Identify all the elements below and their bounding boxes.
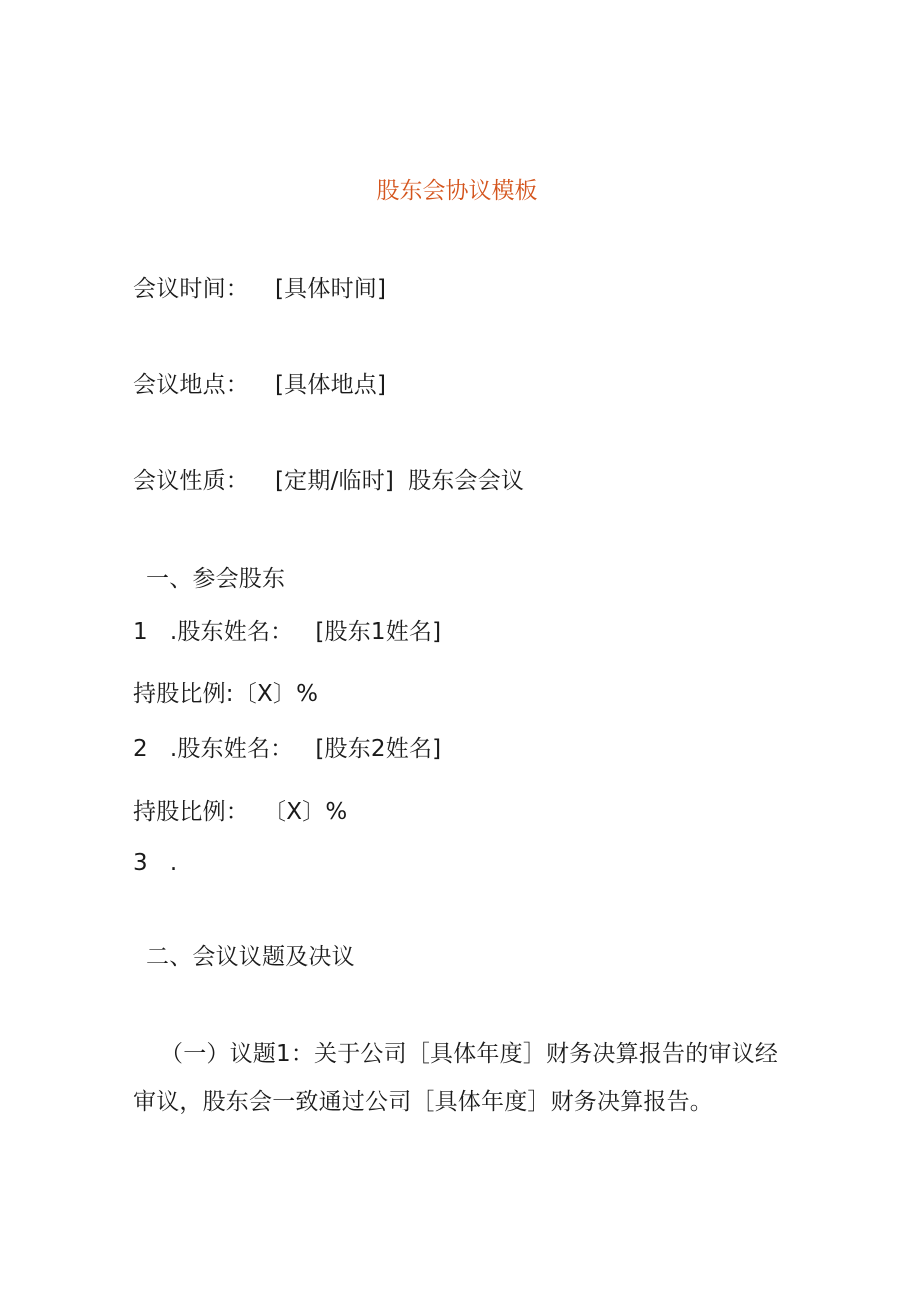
shareholder-2-name-value: [股东2姓名] (315, 736, 442, 762)
shareholder-1-name-line (133, 617, 441, 647)
meeting-time-line (133, 274, 386, 304)
section2-item1-line2-text: 审议，股东会一致通过公司［具体年度］财务决算报告。 (133, 1089, 713, 1115)
shareholder-2-ratio-line (133, 797, 347, 827)
shareholder-1-ratio-line (133, 679, 318, 709)
section2-heading (146, 942, 355, 972)
shareholder-2-ratio-value: 〔X〕% (263, 799, 348, 825)
meeting-time-value: [具体时间] (275, 276, 387, 302)
document-title-text: 股东会协议模板 (376, 178, 538, 204)
meeting-time-label: 会议时间： (133, 276, 249, 302)
meeting-nature-value: [定期/临时] (275, 468, 395, 494)
meeting-place-line (133, 370, 386, 400)
meeting-nature-label: 会议性质： (133, 468, 249, 494)
section1-heading-text: 一、参会股东 (146, 566, 286, 592)
shareholder-1-number: 1 (133, 619, 148, 645)
section1-heading (146, 564, 285, 594)
section2-item1-line1 (160, 1039, 778, 1069)
shareholder-2-number: 2 (133, 736, 148, 762)
shareholder-3-number: 3 (133, 850, 148, 876)
document-title (0, 176, 914, 206)
shareholder-2-name-label: .股东姓名： (169, 736, 294, 762)
shareholder-2-name-line (133, 734, 441, 764)
shareholder-1-ratio-label: 持股比例: (133, 681, 234, 707)
shareholder-1-name-label: .股东姓名： (169, 619, 294, 645)
meeting-place-value: [具体地点] (275, 372, 387, 398)
section2-item1-line2 (133, 1087, 713, 1117)
shareholder-2-ratio-label: 持股比例： (133, 799, 249, 825)
shareholder-3-line (133, 848, 177, 878)
shareholder-1-ratio-value: 〔X〕% (233, 681, 319, 707)
meeting-nature-suffix: 股东会会议 (408, 468, 525, 494)
shareholder-1-name-value: [股东1姓名] (315, 619, 442, 645)
meeting-nature-line (133, 466, 524, 496)
section2-heading-text: 二、会议议题及决议 (146, 944, 355, 970)
section2-item1-line1-text: （一）议题1：关于公司［具体年度］财务决算报告的审议经 (160, 1041, 779, 1067)
meeting-place-label: 会议地点： (133, 372, 249, 398)
shareholder-3-text: . (169, 850, 178, 876)
